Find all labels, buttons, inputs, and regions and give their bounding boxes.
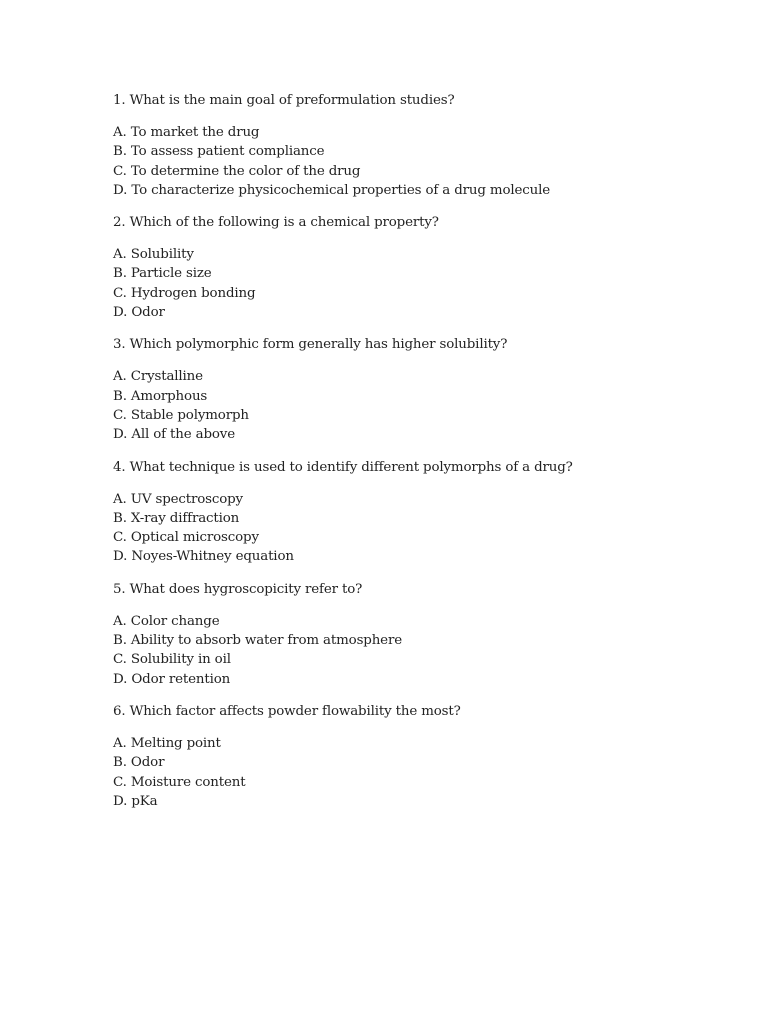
option-a: A. Color change xyxy=(113,613,220,629)
option-list xyxy=(113,245,733,322)
option-c: C. Solubility in oil xyxy=(113,652,231,668)
question-text: 2. Which of the following is a chemical property? xyxy=(113,215,439,231)
question-6 xyxy=(113,702,733,811)
option-d: D. All of the above xyxy=(113,427,235,443)
option-b: B. To assess patient compliance xyxy=(113,144,325,160)
question-text: 6. Which factor affects powder flowability the most? xyxy=(113,703,461,719)
question-text: 4. What technique is used to identify different polymorphs of a drug? xyxy=(113,459,573,475)
option-b: B. Ability to absorb water from atmosphere xyxy=(113,633,402,649)
option-list xyxy=(113,734,733,811)
option-a: A. Crystalline xyxy=(113,369,203,385)
question-text: 3. Which polymorphic form generally has higher solubility? xyxy=(113,337,508,353)
option-d: D. pKa xyxy=(113,793,158,809)
question-3 xyxy=(113,335,733,444)
option-c: C. Moisture content xyxy=(113,774,246,790)
option-b: B. Particle size xyxy=(113,266,212,282)
question-text: 1. What is the main goal of preformulation studies? xyxy=(113,93,455,108)
option-c: C. Stable polymorph xyxy=(113,407,249,423)
option-d: D. To characterize physicochemical properties of a drug molecule xyxy=(113,182,551,198)
option-d: D. Odor xyxy=(113,305,165,321)
option-list xyxy=(113,490,733,567)
question-5 xyxy=(113,580,733,689)
option-c: C. Hydrogen bonding xyxy=(113,285,256,301)
option-list xyxy=(113,612,733,689)
option-a: A. Melting point xyxy=(113,735,221,751)
option-a: A. Solubility xyxy=(113,247,194,263)
question-2 xyxy=(113,213,733,322)
option-b: B. Amorphous xyxy=(113,388,208,404)
option-d: D. Noyes-Whitney equation xyxy=(113,549,294,565)
question-4 xyxy=(113,458,733,567)
option-b: B. X-ray diffraction xyxy=(113,510,240,526)
option-a: A. To market the drug xyxy=(113,125,260,140)
question-text: 5. What does hygroscopicity refer to? xyxy=(113,581,363,597)
option-c: C. Optical microscopy xyxy=(113,530,259,546)
question-1 xyxy=(113,91,733,200)
option-c: C. To determine the color of the drug xyxy=(113,163,361,179)
option-list xyxy=(113,367,733,444)
document-page xyxy=(113,91,733,824)
option-d: D. Odor retention xyxy=(113,671,231,687)
option-list xyxy=(113,123,733,200)
option-a: A. UV spectroscopy xyxy=(113,491,243,507)
option-b: B. Odor xyxy=(113,755,165,771)
